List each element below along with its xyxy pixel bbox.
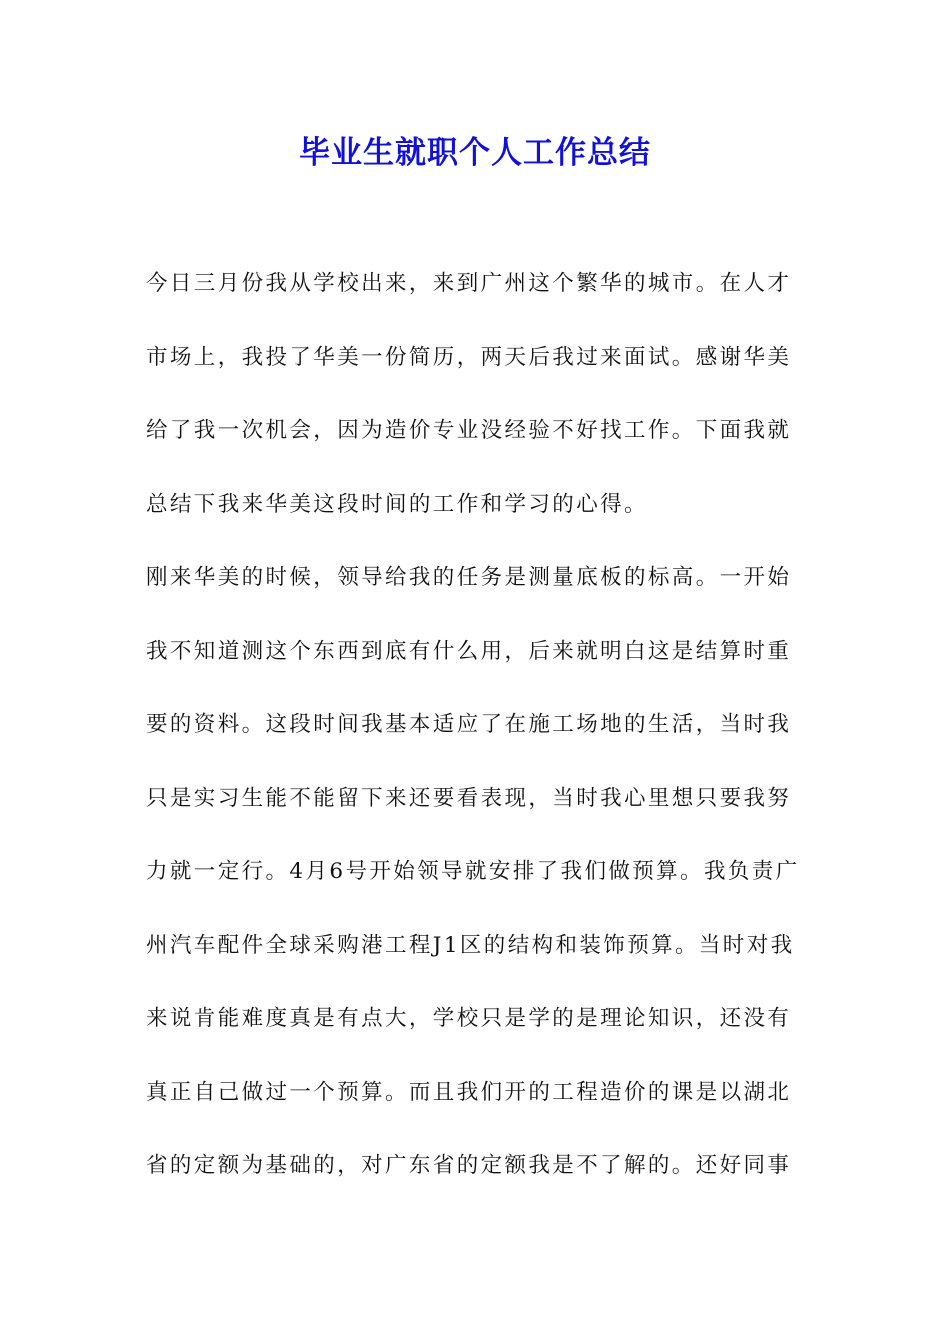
body-line: 刚来华美的时候，领导给我的任务是测量底板的标高。一开始 — [146, 565, 792, 590]
body-line: 州汽车配件全球采购港工程J1区的结构和装饰预算。当时对我 — [146, 932, 795, 958]
body-line: 今日三月份我从学校出来，来到广州这个繁华的城市。在人才 — [146, 271, 792, 296]
body-line: 要的资料。这段时间我基本适应了在施工场地的生活，当时我 — [146, 712, 792, 737]
body-line: 来说肯能难度真是有点大，学校只是学的是理论知识，还没有 — [146, 1006, 792, 1031]
body-line: 市场上，我投了华美一份简历，两天后我过来面试。感谢华美 — [146, 344, 792, 370]
body-line: 只是实习生能不能留下来还要看表现，当时我心里想只要我努 — [146, 785, 792, 811]
body-line: 给了我一次机会，因为造价专业没经验不好找工作。下面我就 — [146, 418, 792, 443]
body-line: 真正自己做过一个预算。而且我们开的工程造价的课是以湖北 — [146, 1079, 792, 1105]
document-title: 毕业生就职个人工作总结 — [299, 135, 651, 171]
body-line: 总结下我来华美这段时间的工作和学习的心得。 — [146, 491, 648, 517]
body-line: 省的定额为基础的，对广东省的定额我是不了解的。还好同事 — [146, 1153, 792, 1178]
body-line: 我不知道测这个东西到底有什么用，后来就明白这是结算时重 — [146, 638, 792, 664]
document-body — [146, 258, 811, 1214]
body-line: 力就一定行。4月6号开始领导就安排了我们做预算。我负责广 — [146, 859, 800, 884]
